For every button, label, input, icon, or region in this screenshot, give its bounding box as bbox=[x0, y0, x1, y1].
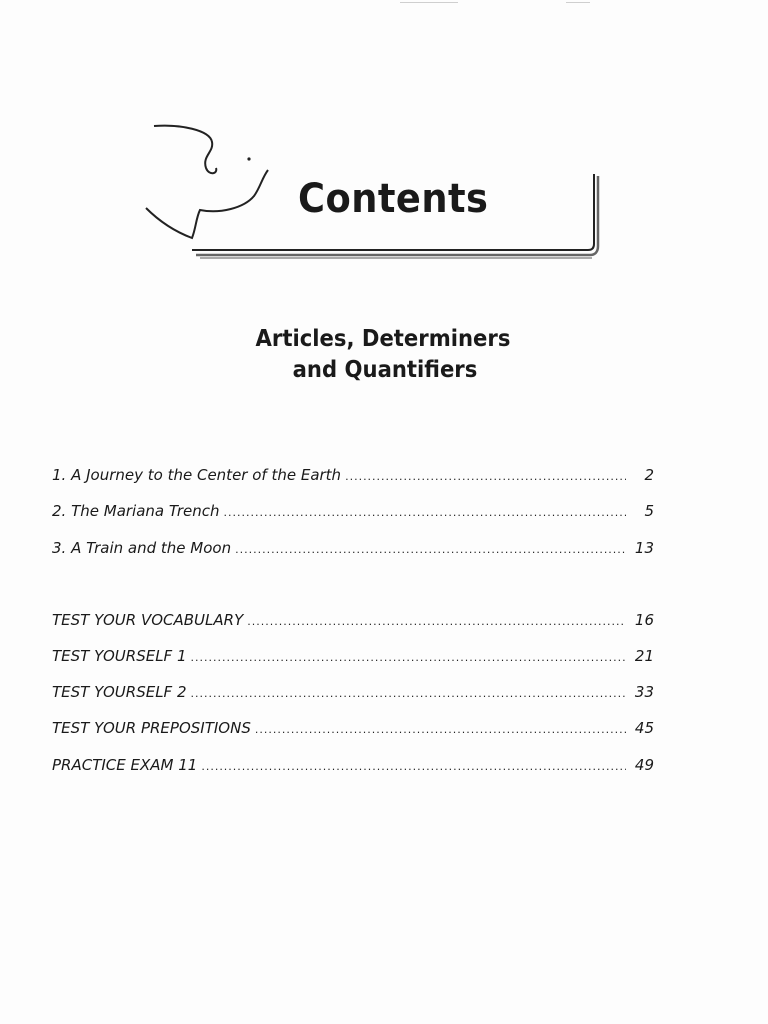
toc-page-number: 5 bbox=[644, 502, 654, 520]
toc-entry-label: 3. A Train and the Moon bbox=[52, 539, 232, 557]
toc-entry-label: 2. The Mariana Trench bbox=[52, 502, 220, 520]
toc-entry-label: 1. A Journey to the Center of the Earth bbox=[52, 466, 342, 484]
section-title bbox=[0, 324, 768, 386]
toc-entry-test-yourself-1[interactable] bbox=[52, 647, 654, 669]
leader-dots bbox=[191, 687, 627, 700]
section-title-line2: and Quantifiers bbox=[292, 357, 478, 383]
toc-entry-label: TEST YOURSELF 1 bbox=[52, 647, 187, 665]
toc-entry-label: PRACTICE EXAM 11 bbox=[52, 756, 198, 774]
toc-page-number: 13 bbox=[634, 539, 654, 557]
toc-entry-chapter-1[interactable] bbox=[52, 466, 654, 488]
leader-dots bbox=[247, 615, 626, 628]
toc-entry-label: TEST YOUR VOCABULARY bbox=[52, 611, 244, 629]
toc-entry-test-yourself-2[interactable] bbox=[52, 683, 654, 705]
section-title-line1: Articles, Determiners bbox=[255, 326, 511, 352]
leader-dots bbox=[201, 760, 626, 773]
scan-mark bbox=[400, 2, 458, 3]
toc-entry-label: TEST YOUR PREPOSITIONS bbox=[52, 719, 251, 737]
leader-dots bbox=[235, 543, 626, 556]
page-title: Contents bbox=[298, 176, 489, 222]
scan-mark bbox=[566, 2, 590, 3]
toc-entry-label: TEST YOURSELF 2 bbox=[52, 683, 187, 701]
leader-dots bbox=[224, 506, 626, 519]
toc-page-number: 45 bbox=[634, 719, 654, 737]
leader-dots bbox=[255, 723, 626, 736]
toc-page-number: 33 bbox=[634, 683, 654, 701]
toc-page-number: 21 bbox=[634, 647, 654, 665]
toc-page-number: 16 bbox=[634, 611, 654, 629]
toc-entry-chapter-3[interactable] bbox=[52, 539, 654, 561]
toc-page-number: 49 bbox=[634, 756, 654, 774]
toc-entry-test-prepositions[interactable] bbox=[52, 719, 654, 741]
toc-entry-practice-exam[interactable] bbox=[52, 756, 654, 778]
toc-entry-test-vocabulary[interactable] bbox=[52, 611, 654, 633]
leader-dots bbox=[191, 651, 627, 664]
toc-entry-chapter-2[interactable] bbox=[52, 502, 654, 524]
leader-dots bbox=[345, 470, 626, 483]
toc-page-number: 2 bbox=[644, 466, 654, 484]
